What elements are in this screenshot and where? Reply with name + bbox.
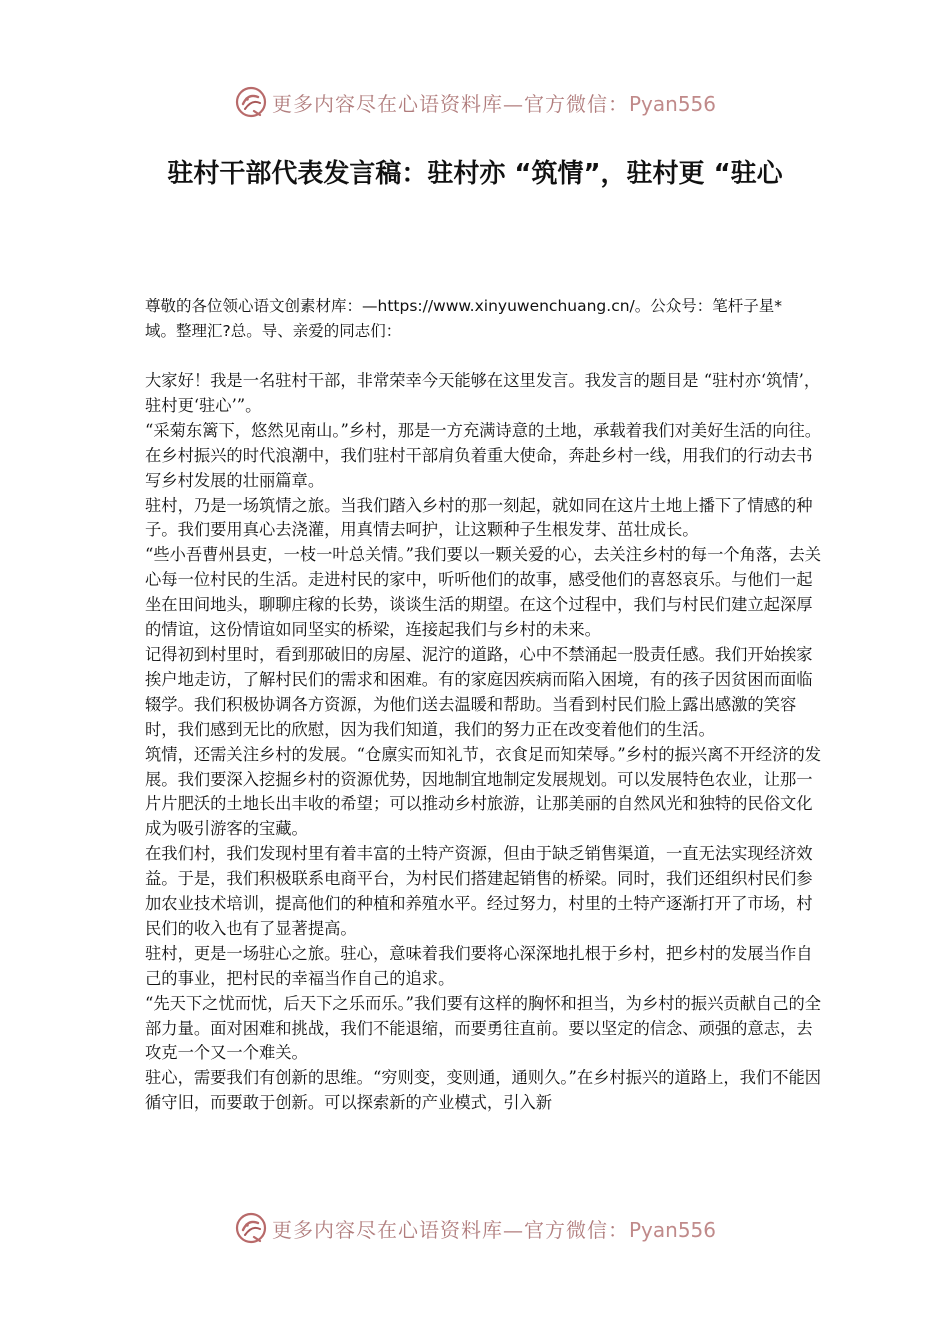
body-paragraph: “些小吾曹州县吏，一枝一叶总关情。”我们要以一颗关爱的心，去关注乡村的每一个角落，去关心每一位村民的生活。走进村民的家中，听听他们的故事，感受他们的喜怒哀乐。与他们一起坐在田间地头，聊聊庄稼的长势，谈谈生活的期望。在这个过程中，我们与村民们建立起深厚的情谊，这份情谊如同坚实的桥梁，连接起我们与乡村的未来。 (145, 545, 822, 640)
watermark-id: Pyan556 (628, 1217, 716, 1242)
wechat-like-logo-icon (234, 85, 268, 119)
body-paragraph: 驻村，乃是一场筑情之旅。当我们踏入乡村的那一刻起，就如同在这片土地上播下了情感的种子。我们要用真心去浇灌，用真情去呵护，让这颗种子生根发芽、茁壮成长。 (145, 495, 813, 540)
intro-greeting: 尊敬的各位领心语文创素材库：—https://www.xinyuwenchuang.cn/。公众号：笔杆子星*域。整理汇?总。导、亲爱的同志们： (145, 297, 783, 340)
body-paragraph: 大家好！我是一名驻村干部，非常荣幸今天能够在这里发言。我发言的题目是 “驻村亦‘筑情’，驻村更‘驻心’”。 (145, 371, 821, 415)
body-paragraph: “先天下之忧而忧，后天下之乐而乐。”我们要有这样的胸怀和担当，为乡村的振兴贡献自己的全部力量。面对困难和挑战，我们不能退缩，而要勇往直前。要以坚定的信念、顽强的意志，去攻克一个又一个难关。 (145, 993, 822, 1063)
watermark-text: 更多内容尽在心语资料库—官方微信：Pyan556 (271, 1217, 716, 1242)
body-paragraph: 驻心，需要我们有创新的思维。“穷则变，变则通，通则久。”在乡村振兴的道路上，我们不能因循守旧，而要敢于创新。可以探索新的产业模式，引入新 (145, 1068, 822, 1113)
body-paragraph: 在我们村，我们发现村里有着丰富的土特产资源，但由于缺乏销售渠道，一直无法实现经济效益。于是，我们积极联系电商平台，为村民们搭建起销售的桥梁。同时，我们还组织村民们参加农业技术培训，提高他们的种植和养殖水平。经过努力，村里的土特产逐渐打开了市场，村民们的收入也有了显著提高。 (145, 844, 813, 938)
watermark-text: 更多内容尽在心语资料库—官方微信：Pyan556 (271, 91, 716, 116)
footer-watermark (0, 1208, 950, 1248)
watermark-id: Pyan556 (628, 91, 716, 116)
body-paragraph: 驻村，更是一场驻心之旅。驻心，意味着我们要将心深深地扎根于乡村，把乡村的发展当作自己的事业，把村民的幸福当作自己的追求。 (145, 943, 813, 988)
document-title: 驻村干部代表发言稿：驻村亦 “筑情”，驻村更 “驻心 (167, 159, 783, 189)
body-paragraph: “采菊东篱下，悠然见南山。”乡村，那是一方充满诗意的土地，承载着我们对美好生活的向往。在乡村振兴的时代浪潮中，我们驻村干部肩负着重大使命，奔赴乡村一线，用我们的行动去书写乡村发展的壮丽篇章。 (145, 420, 822, 490)
wechat-like-logo-icon (234, 1211, 268, 1245)
header-watermark (0, 82, 950, 122)
body-paragraph: 筑情，还需关注乡村的发展。“仓廪实而知礼节，衣食足而知荣辱。”乡村的振兴离不开经济的发展。我们要深入挖掘乡村的资源优势，因地制宜地制定发展规划。可以发展特色农业，让那一片片肥沃的土地长出丰收的希望；可以推动乡村旅游，让那美丽的自然风光和独特的民俗文化成为吸引游客的宝藏。 (145, 744, 822, 839)
document-body (145, 369, 823, 1116)
body-paragraph: 记得初到村里时，看到那破旧的房屋、泥泞的道路，心中不禁涌起一股责任感。我们开始挨家挨户地走访，了解村民们的需求和困难。有的家庭因疾病而陷入困境，有的孩子因贫困而面临辍学。我们积极协调各方资源，为他们送去温暖和帮助。当看到村民们脸上露出感激的笑容时，我们感到无比的欣慰，因为我们知道，我们的努力正在改变着他们的生活。 (145, 644, 813, 739)
